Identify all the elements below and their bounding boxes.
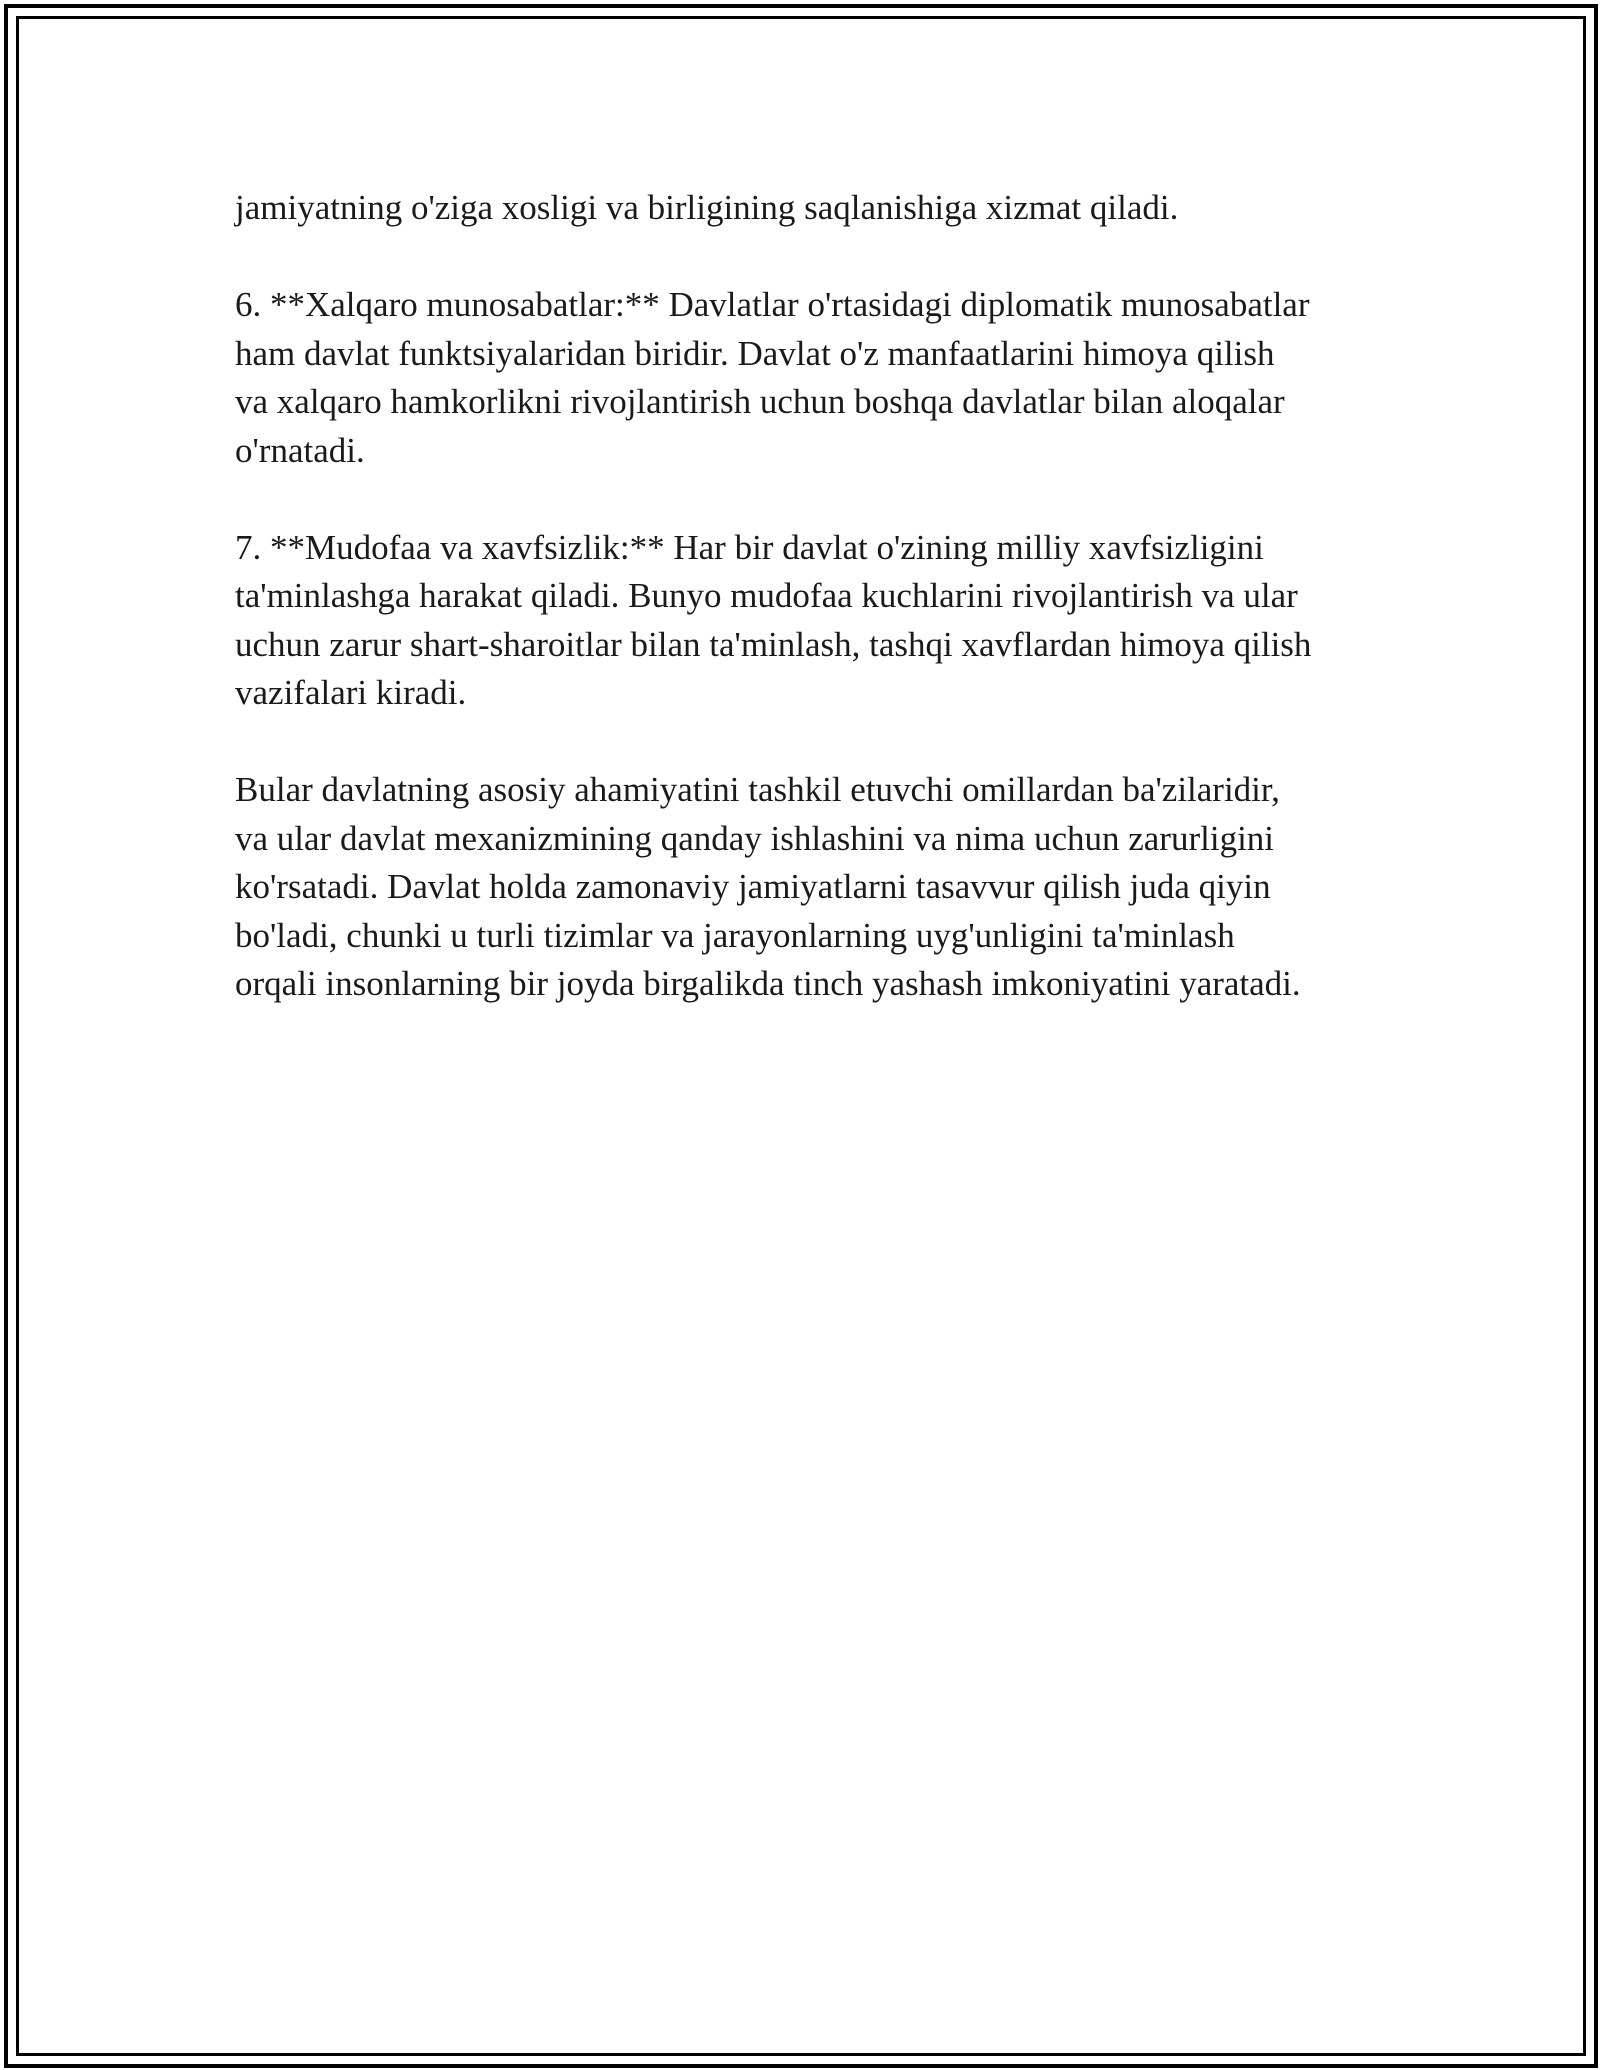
- text-line: va ular davlat mexanizmining qanday ishlashini va nima uchun zarurligini: [235, 818, 1275, 858]
- text-line: ham davlat funktsiyalaridan biridir. Davlat o'z manfaatlarini himoya qilish: [235, 333, 1275, 373]
- text-line: ta'minlashga harakat qiladi. Bunyo mudofaa kuchlarini rivojlantirish va ular: [235, 576, 1298, 615]
- paragraph-conclusion: [235, 766, 1385, 1009]
- text-line: o'rnatadi.: [235, 430, 365, 470]
- text-line: va xalqaro hamkorlikni rivojlantirish uchun boshqa davlatlar bilan aloqalar: [235, 382, 1285, 421]
- text-line: ko'rsatadi. Davlat holda zamonaviy jamiyatlarni tasavvur qilish juda qiyin: [235, 867, 1271, 906]
- text-line: 6. **Xalqaro munosabatlar:** Davlatlar o'rtasidagi diplomatik munosabatlar: [235, 285, 1310, 324]
- paragraph-international-relations: [235, 281, 1385, 475]
- text-line: bo'ladi, chunki u turli tizimlar va jarayonlarning uyg'unligini ta'minlash: [235, 915, 1235, 955]
- text-line: vazifalari kiradi.: [235, 673, 467, 712]
- paragraph-defense-security: [235, 524, 1385, 718]
- document-body: [235, 184, 1385, 1009]
- text-line: 7. **Mudofaa va xavfsizlik:** Har bir davlat o'zining milliy xavfsizligini: [235, 527, 1264, 567]
- paragraph-continuation: [235, 184, 1385, 233]
- text-line: Bular davlatning asosiy ahamiyatini tashkil etuvchi omillardan ba'zilaridir,: [235, 770, 1280, 809]
- text-line: jamiyatning o'ziga xosligi va birligining saqlanishiga xizmat qiladi.: [235, 188, 1179, 227]
- text-line: orqali insonlarning bir joyda birgalikda tinch yashash imkoniyatini yaratadi.: [235, 964, 1301, 1003]
- text-line: uchun zarur shart-sharoitlar bilan ta'minlash, tashqi xavflardan himoya qilish: [235, 624, 1312, 664]
